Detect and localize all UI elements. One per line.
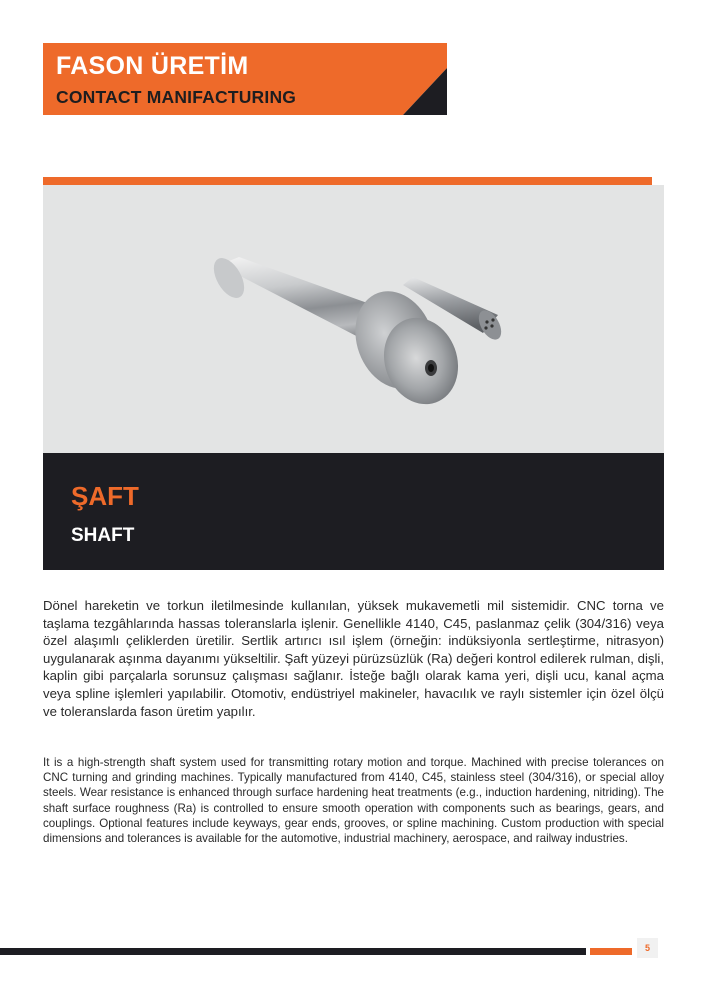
product-title-band [43, 453, 664, 570]
shaft-illustration [43, 185, 664, 453]
footer-orange-line [590, 948, 632, 955]
page-title: FASON ÜRETİM [56, 52, 249, 80]
description-turkish: Dönel hareketin ve torkun iletilmesinde kullanılan, yüksek mukavemetli mil sistemidir. CNC torna ve taşlama tezgâhlarında hassas toleranslarla işlenir. Genellikle 4140, C45, paslanmaz çelik (304/316) veya özel alaşımlı çeliklerden üretilir. Sertlik artırıcı ısıl işlem (örneğin: indüksiyonla sertleştirme, nitrasyon) uygulanarak aşınma dayanımı yükseltilir. Şaft yüzeyi pürüzsüzlük (Ra) değeri kontrol edilerek rulman, dişli, kaplin gibi parçalarla sorunsuz çalışması sağlanır. İsteğe bağlı olarak kama yeri, dişli ucu, kanal açma veya spline işlemleri yapılabilir. Otomotiv, endüstriyel makineler, havacılık ve raylı sistemler için özel ölçü ve toleranslarda fason üretim yapılır. [43, 598, 664, 719]
footer-dark-line [0, 948, 586, 955]
page-subtitle: CONTACT MANIFACTURING [56, 87, 297, 107]
orange-divider [43, 177, 652, 185]
product-title-tr: ŞAFT [71, 481, 139, 511]
description-english: It is a high-strength shaft system used for transmitting rotary motion and torque. Machined with precise tolerances on CNC turning and grinding machines. Typically manufactured from 4140, C45, stainless steel (304/316), or special alloy steels. Wear resistance is enhanced through surface hardening heat treatments (e.g., induction hardening, nitriding). The shaft surface roughness (Ra) is controlled to ensure smooth operation with components such as bearings, gears, and couplings. Optional features include keyways, gear ends, grooves, or spline machining. Custom production with special dimensions and tolerances is available for the automotive, industrial machinery, aerospace, and railway industries. [43, 756, 664, 846]
page-number: 5 [637, 938, 658, 958]
page-header [0, 0, 708, 130]
product-title-en: SHAFT [71, 525, 135, 546]
product-image [43, 185, 664, 453]
